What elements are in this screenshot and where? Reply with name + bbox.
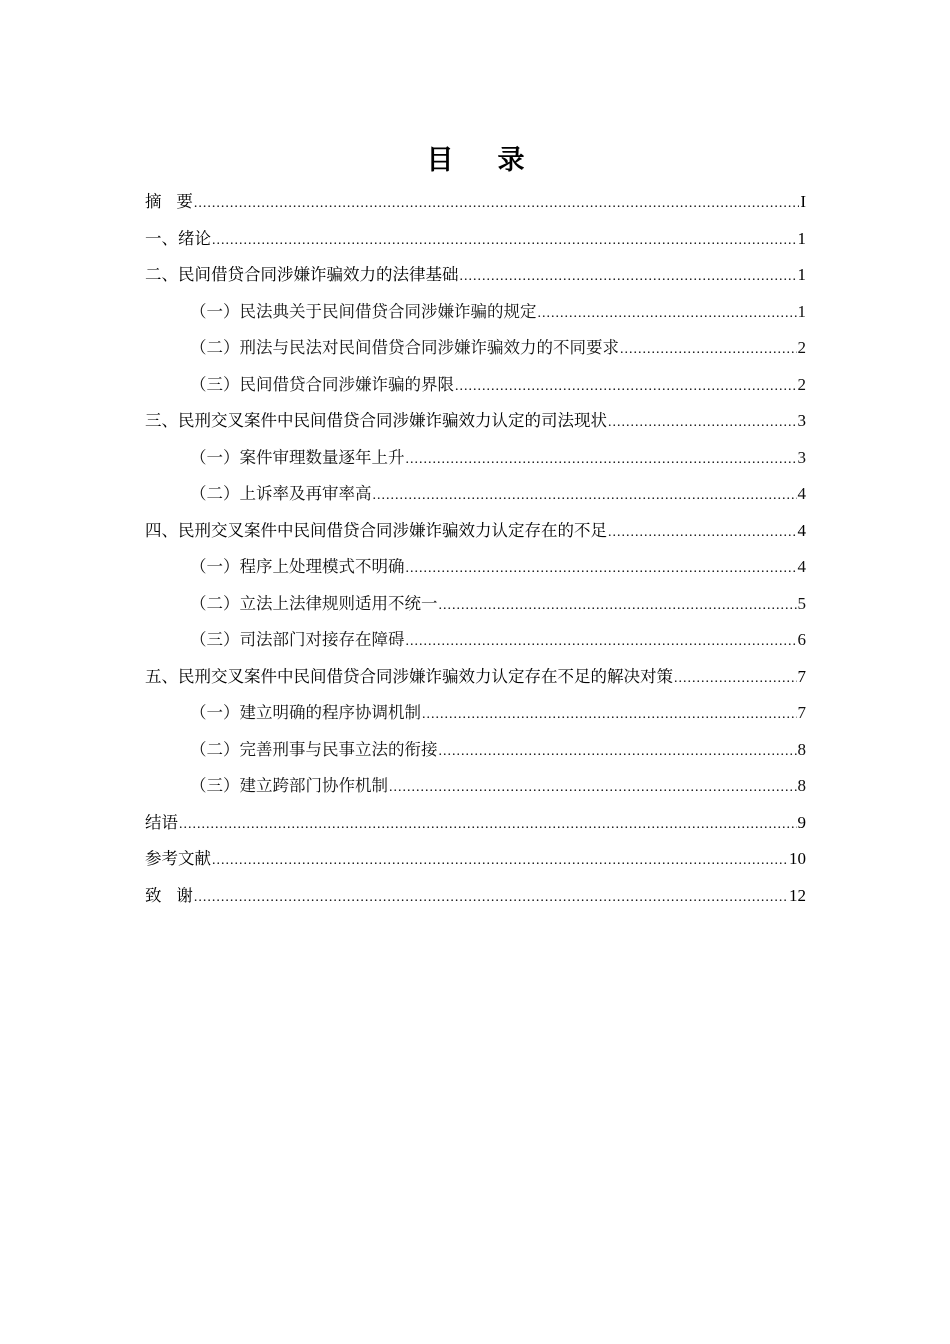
toc-entry-label: 四、民刑交叉案件中民间借贷合同涉嫌诈骗效力认定存在的不足 bbox=[145, 520, 607, 540]
toc-dot-leader bbox=[538, 296, 797, 333]
toc-page-number: 3 bbox=[797, 411, 806, 430]
toc-entry-label: 摘要 bbox=[145, 192, 193, 211]
toc-subsection-entry[interactable] bbox=[145, 586, 806, 623]
toc-dot-leader bbox=[460, 259, 797, 296]
toc-entry-label: （二）完善刑事与民事立法的衔接 bbox=[190, 739, 438, 759]
toc-entry-label: 参考文献 bbox=[145, 849, 211, 868]
toc-page-number: 4 bbox=[797, 520, 806, 540]
toc-entry-label: 一、绪论 bbox=[145, 228, 211, 248]
toc-subsection-entry[interactable] bbox=[145, 330, 806, 367]
toc-page-number: 4 bbox=[797, 557, 806, 576]
toc-list bbox=[145, 184, 806, 914]
toc-subsection-entry[interactable] bbox=[145, 549, 806, 586]
toc-page-number: 2 bbox=[797, 338, 806, 357]
toc-page-number: 12 bbox=[789, 885, 806, 905]
toc-dot-leader bbox=[194, 186, 799, 223]
toc-entry-label: （三）建立跨部门协作机制 bbox=[190, 776, 388, 795]
toc-entry-label: （一）民法典关于民间借贷合同涉嫌诈骗的规定 bbox=[190, 301, 537, 321]
toc-dot-leader bbox=[674, 661, 797, 698]
toc-dot-leader bbox=[439, 734, 797, 771]
toc-page-number: 2 bbox=[797, 374, 806, 394]
toc-entry-label: （一）案件审理数量逐年上升 bbox=[190, 447, 405, 467]
toc-entry-label: （二）立法上法律规则适用不统一 bbox=[190, 593, 438, 613]
toc-entry-label: 致谢 bbox=[145, 885, 193, 905]
toc-page-number: I bbox=[800, 192, 806, 211]
toc-subsection-entry[interactable] bbox=[145, 622, 806, 659]
toc-page-number: 5 bbox=[797, 593, 806, 613]
toc-entry-label: （三）司法部门对接存在障碍 bbox=[190, 630, 405, 649]
toc-entry-label: 五、民刑交叉案件中民间借贷合同涉嫌诈骗效力认定存在不足的解决对策 bbox=[145, 666, 673, 686]
toc-page-number: 1 bbox=[797, 265, 806, 284]
toc-section-entry[interactable] bbox=[145, 841, 806, 878]
toc-dot-leader bbox=[406, 551, 797, 588]
toc-dot-leader bbox=[373, 478, 797, 515]
toc-page-number: 9 bbox=[797, 812, 806, 832]
toc-section-entry[interactable] bbox=[145, 403, 806, 440]
toc-subsection-entry[interactable] bbox=[145, 294, 806, 331]
toc-entry-label: 结语 bbox=[145, 812, 178, 832]
toc-section-entry[interactable] bbox=[145, 805, 806, 842]
toc-dot-leader bbox=[406, 624, 797, 661]
toc-page-number: 8 bbox=[797, 739, 806, 759]
toc-page-number: 7 bbox=[797, 703, 806, 722]
toc-subsection-entry[interactable] bbox=[145, 768, 806, 805]
toc-dot-leader bbox=[422, 697, 797, 734]
toc-section-entry[interactable] bbox=[145, 184, 806, 221]
toc-subsection-entry[interactable] bbox=[145, 476, 806, 513]
toc-dot-leader bbox=[608, 405, 797, 442]
toc-subsection-entry[interactable] bbox=[145, 367, 806, 404]
toc-page-number: 3 bbox=[797, 447, 806, 467]
toc-subsection-entry[interactable] bbox=[145, 732, 806, 769]
toc-page bbox=[145, 140, 806, 914]
toc-entry-label: （二）上诉率及再审率高 bbox=[190, 484, 372, 503]
toc-dot-leader bbox=[439, 588, 797, 625]
toc-entry-label: （一）建立明确的程序协调机制 bbox=[190, 703, 421, 722]
toc-entry-label: 三、民刑交叉案件中民间借贷合同涉嫌诈骗效力认定的司法现状 bbox=[145, 411, 607, 430]
toc-dot-leader bbox=[389, 770, 797, 807]
toc-section-entry[interactable] bbox=[145, 878, 806, 915]
toc-entry-label: （三）民间借贷合同涉嫌诈骗的界限 bbox=[190, 374, 454, 394]
toc-section-entry[interactable] bbox=[145, 257, 806, 294]
toc-page-number: 7 bbox=[797, 666, 806, 686]
toc-title: 目录 bbox=[426, 145, 569, 176]
toc-page-number: 10 bbox=[789, 849, 806, 868]
toc-section-entry[interactable] bbox=[145, 221, 806, 258]
toc-dot-leader bbox=[608, 515, 797, 552]
toc-page-number: 6 bbox=[797, 630, 806, 649]
toc-dot-leader bbox=[194, 880, 788, 917]
toc-dot-leader bbox=[212, 843, 788, 880]
toc-dot-leader bbox=[212, 223, 797, 260]
toc-subsection-entry[interactable] bbox=[145, 440, 806, 477]
toc-page-number: 4 bbox=[797, 484, 806, 503]
toc-page-number: 1 bbox=[797, 228, 806, 248]
toc-entry-label: （一）程序上处理模式不明确 bbox=[190, 557, 405, 576]
toc-dot-leader bbox=[455, 369, 797, 406]
toc-dot-leader bbox=[179, 807, 797, 844]
toc-entry-label: （二）刑法与民法对民间借贷合同涉嫌诈骗效力的不同要求 bbox=[190, 338, 619, 357]
toc-entry-label: 二、民间借贷合同涉嫌诈骗效力的法律基础 bbox=[145, 265, 459, 284]
toc-section-entry[interactable] bbox=[145, 659, 806, 696]
toc-dot-leader bbox=[406, 442, 797, 479]
toc-section-entry[interactable] bbox=[145, 513, 806, 550]
toc-dot-leader bbox=[620, 332, 797, 369]
toc-page-number: 1 bbox=[797, 301, 806, 321]
toc-page-number: 8 bbox=[797, 776, 806, 795]
toc-subsection-entry[interactable] bbox=[145, 695, 806, 732]
